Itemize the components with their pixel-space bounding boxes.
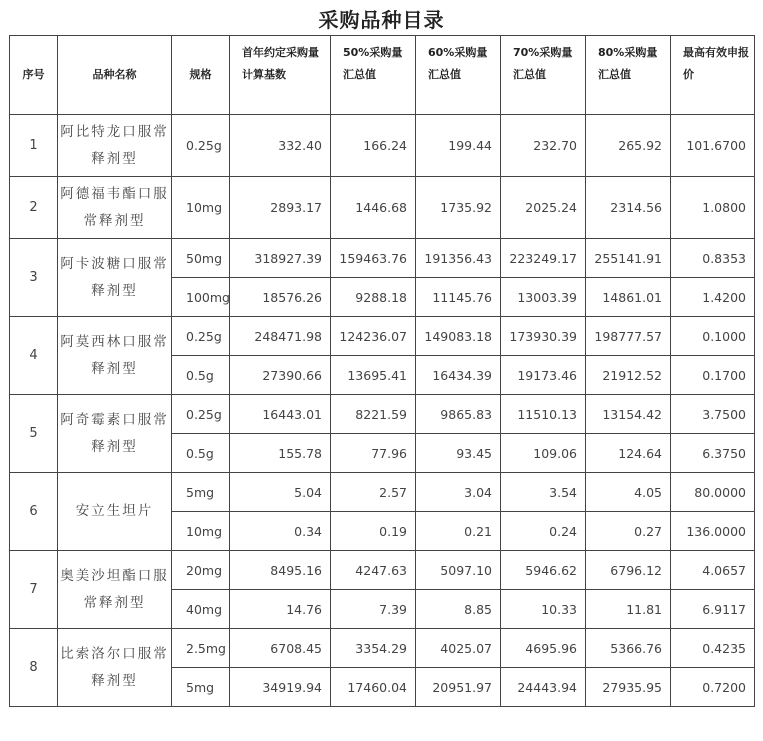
header-seq: 序号 <box>10 36 58 115</box>
p80-cell: 5366.76 <box>586 629 671 668</box>
p70-cell: 19173.46 <box>501 356 586 395</box>
p60-cell: 149083.18 <box>416 317 501 356</box>
drug-name-cell: 阿比特龙口服常释剂型 <box>58 115 172 177</box>
seq-cell: 4 <box>10 317 58 395</box>
p50-cell: 8221.59 <box>331 395 416 434</box>
p60-cell: 8.85 <box>416 590 501 629</box>
header-p70: 70%采购量汇总值 <box>501 36 586 115</box>
max-price-cell: 4.0657 <box>671 551 755 590</box>
spec-cell: 5mg <box>172 473 230 512</box>
table-row <box>10 395 755 434</box>
max-price-cell: 0.8353 <box>671 239 755 278</box>
spec-cell: 0.25g <box>172 317 230 356</box>
p80-cell: 265.92 <box>586 115 671 177</box>
header-max-price: 最高有效申报价 <box>671 36 755 115</box>
base-cell: 155.78 <box>230 434 331 473</box>
max-price-cell: 0.1000 <box>671 317 755 356</box>
p60-cell: 93.45 <box>416 434 501 473</box>
base-cell: 8495.16 <box>230 551 331 590</box>
table-row <box>10 473 755 512</box>
base-cell: 2893.17 <box>230 177 331 239</box>
page-title: 采购品种目录 <box>318 8 445 32</box>
p80-cell: 2314.56 <box>586 177 671 239</box>
table-row <box>10 551 755 590</box>
p60-cell: 1735.92 <box>416 177 501 239</box>
p80-cell: 6796.12 <box>586 551 671 590</box>
header-p80: 80%采购量汇总值 <box>586 36 671 115</box>
p80-cell: 27935.95 <box>586 668 671 707</box>
spec-cell: 0.25g <box>172 395 230 434</box>
table-row <box>10 177 755 239</box>
procurement-table <box>9 35 755 707</box>
spec-cell: 0.5g <box>172 356 230 395</box>
max-price-cell: 0.7200 <box>671 668 755 707</box>
p70-cell: 173930.39 <box>501 317 586 356</box>
p70-cell: 3.54 <box>501 473 586 512</box>
spec-cell: 2.5mg <box>172 629 230 668</box>
p70-cell: 232.70 <box>501 115 586 177</box>
p80-cell: 255141.91 <box>586 239 671 278</box>
p80-cell: 4.05 <box>586 473 671 512</box>
p80-cell: 0.27 <box>586 512 671 551</box>
p50-cell: 159463.76 <box>331 239 416 278</box>
p50-cell: 166.24 <box>331 115 416 177</box>
spec-cell: 10mg <box>172 177 230 239</box>
header-p60: 60%采购量汇总值 <box>416 36 501 115</box>
base-cell: 18576.26 <box>230 278 331 317</box>
max-price-cell: 80.0000 <box>671 473 755 512</box>
p70-cell: 109.06 <box>501 434 586 473</box>
p50-cell: 77.96 <box>331 434 416 473</box>
spec-cell: 20mg <box>172 551 230 590</box>
p50-cell: 13695.41 <box>331 356 416 395</box>
drug-name-cell: 阿卡波糖口服常释剂型 <box>58 239 172 317</box>
seq-cell: 5 <box>10 395 58 473</box>
p60-cell: 0.21 <box>416 512 501 551</box>
p80-cell: 124.64 <box>586 434 671 473</box>
spec-cell: 100mg <box>172 278 230 317</box>
seq-cell: 2 <box>10 177 58 239</box>
table-row <box>10 115 755 177</box>
p70-cell: 0.24 <box>501 512 586 551</box>
p50-cell: 17460.04 <box>331 668 416 707</box>
seq-cell: 6 <box>10 473 58 551</box>
max-price-cell: 1.4200 <box>671 278 755 317</box>
base-cell: 34919.94 <box>230 668 331 707</box>
spec-cell: 50mg <box>172 239 230 278</box>
p60-cell: 16434.39 <box>416 356 501 395</box>
p60-cell: 5097.10 <box>416 551 501 590</box>
base-cell: 332.40 <box>230 115 331 177</box>
drug-name-cell: 阿奇霉素口服常释剂型 <box>58 395 172 473</box>
spec-cell: 5mg <box>172 668 230 707</box>
max-price-cell: 101.6700 <box>671 115 755 177</box>
base-cell: 6708.45 <box>230 629 331 668</box>
max-price-cell: 0.4235 <box>671 629 755 668</box>
base-cell: 0.34 <box>230 512 331 551</box>
seq-cell: 8 <box>10 629 58 707</box>
p70-cell: 13003.39 <box>501 278 586 317</box>
p50-cell: 4247.63 <box>331 551 416 590</box>
drug-name-cell: 阿德福韦酯口服常释剂型 <box>58 177 172 239</box>
base-cell: 14.76 <box>230 590 331 629</box>
drug-name-cell: 安立生坦片 <box>58 473 172 551</box>
base-cell: 318927.39 <box>230 239 331 278</box>
spec-cell: 0.25g <box>172 115 230 177</box>
drug-name-cell: 比索洛尔口服常释剂型 <box>58 629 172 707</box>
p60-cell: 4025.07 <box>416 629 501 668</box>
base-cell: 5.04 <box>230 473 331 512</box>
base-cell: 27390.66 <box>230 356 331 395</box>
base-cell: 16443.01 <box>230 395 331 434</box>
p80-cell: 11.81 <box>586 590 671 629</box>
seq-cell: 3 <box>10 239 58 317</box>
p70-cell: 11510.13 <box>501 395 586 434</box>
max-price-cell: 1.0800 <box>671 177 755 239</box>
seq-cell: 1 <box>10 115 58 177</box>
drug-name-cell: 奥美沙坦酯口服常释剂型 <box>58 551 172 629</box>
p60-cell: 3.04 <box>416 473 501 512</box>
p70-cell: 24443.94 <box>501 668 586 707</box>
table-row <box>10 239 755 278</box>
spec-cell: 10mg <box>172 512 230 551</box>
p50-cell: 1446.68 <box>331 177 416 239</box>
p50-cell: 7.39 <box>331 590 416 629</box>
header-name: 品种名称 <box>58 36 172 115</box>
header-base: 首年约定采购量计算基数 <box>230 36 331 115</box>
p50-cell: 124236.07 <box>331 317 416 356</box>
p70-cell: 223249.17 <box>501 239 586 278</box>
max-price-cell: 6.9117 <box>671 590 755 629</box>
p50-cell: 0.19 <box>331 512 416 551</box>
max-price-cell: 0.1700 <box>671 356 755 395</box>
max-price-cell: 3.7500 <box>671 395 755 434</box>
header-p50: 50%采购量汇总值 <box>331 36 416 115</box>
p80-cell: 14861.01 <box>586 278 671 317</box>
spec-cell: 40mg <box>172 590 230 629</box>
table-row <box>10 317 755 356</box>
p70-cell: 4695.96 <box>501 629 586 668</box>
table-row <box>10 629 755 668</box>
p60-cell: 20951.97 <box>416 668 501 707</box>
p60-cell: 191356.43 <box>416 239 501 278</box>
header-row <box>10 36 755 115</box>
p80-cell: 198777.57 <box>586 317 671 356</box>
p60-cell: 11145.76 <box>416 278 501 317</box>
spec-cell: 0.5g <box>172 434 230 473</box>
p70-cell: 5946.62 <box>501 551 586 590</box>
header-spec: 规格 <box>172 36 230 115</box>
p60-cell: 199.44 <box>416 115 501 177</box>
seq-cell: 7 <box>10 551 58 629</box>
max-price-cell: 136.0000 <box>671 512 755 551</box>
p70-cell: 2025.24 <box>501 177 586 239</box>
p50-cell: 2.57 <box>331 473 416 512</box>
max-price-cell: 6.3750 <box>671 434 755 473</box>
p60-cell: 9865.83 <box>416 395 501 434</box>
p70-cell: 10.33 <box>501 590 586 629</box>
p50-cell: 3354.29 <box>331 629 416 668</box>
p80-cell: 21912.52 <box>586 356 671 395</box>
drug-name-cell: 阿莫西林口服常释剂型 <box>58 317 172 395</box>
base-cell: 248471.98 <box>230 317 331 356</box>
p50-cell: 9288.18 <box>331 278 416 317</box>
p80-cell: 13154.42 <box>586 395 671 434</box>
